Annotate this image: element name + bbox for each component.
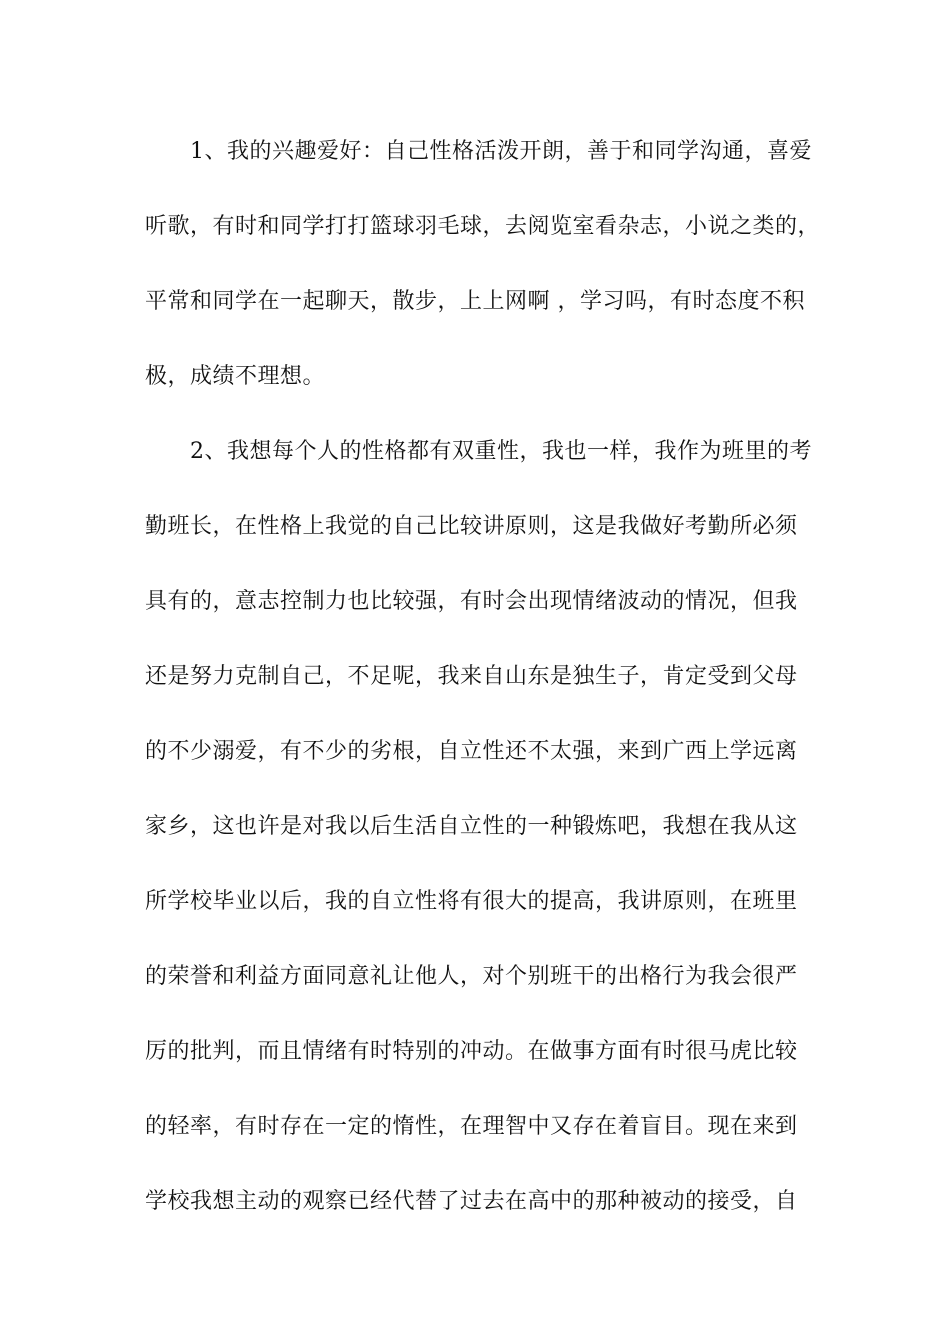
paragraph-2-line-7: 所学校毕业以后，我的自立性将有很大的提高，我讲原则，在班里	[145, 889, 798, 914]
paragraph-2-line-4: 还是努力克制自己，不足呢，我来自山东是独生子，肯定受到父母	[145, 664, 798, 689]
paragraph-2-line-1: 2、我想每个人的性格都有双重性，我也一样，我作为班里的考	[190, 439, 812, 464]
paragraph-2-line-10: 的轻率，有时存在一定的惰性，在理智中又存在着盲目。现在来到	[145, 1114, 798, 1139]
paragraph-2-line-8: 的荣誉和利益方面同意礼让他人，对个别班干的出格行为我会很严	[145, 964, 798, 989]
paragraph-2-line-3: 具有的，意志控制力也比较强，有时会出现情绪波动的情况，但我	[145, 589, 798, 614]
paragraph-2-line-11: 学校我想主动的观察已经代替了过去在高中的那种被动的接受，自	[145, 1189, 798, 1214]
paragraph-2-line-6: 家乡，这也许是对我以后生活自立性的一种锻炼吧，我想在我从这	[145, 814, 798, 839]
paragraph-2-line-2: 勤班长，在性格上我觉的自己比较讲原则，这是我做好考勤所必须	[145, 514, 798, 539]
paragraph-1-line-4: 极，成绩不理想。	[145, 364, 326, 389]
paragraph-2-line-9: 厉的批判，而且情绪有时特别的冲动。在做事方面有时很马虎比较	[145, 1039, 798, 1064]
paragraph-1-line-2: 听歌，有时和同学打打篮球羽毛球，去阅览室看杂志，小说之类的，	[145, 214, 821, 239]
paragraph-1-line-1: 1、我的兴趣爱好：自己性格活泼开朗，善于和同学沟通，喜爱	[190, 139, 812, 164]
paragraph-1-line-3: 平常和同学在一起聊天，散步，上上网啊 ，学习吗，有时态度不积	[145, 289, 805, 314]
paragraph-2-line-5: 的不少溺爱，有不少的劣根，自立性还不太强，来到广西上学远离	[145, 739, 798, 764]
